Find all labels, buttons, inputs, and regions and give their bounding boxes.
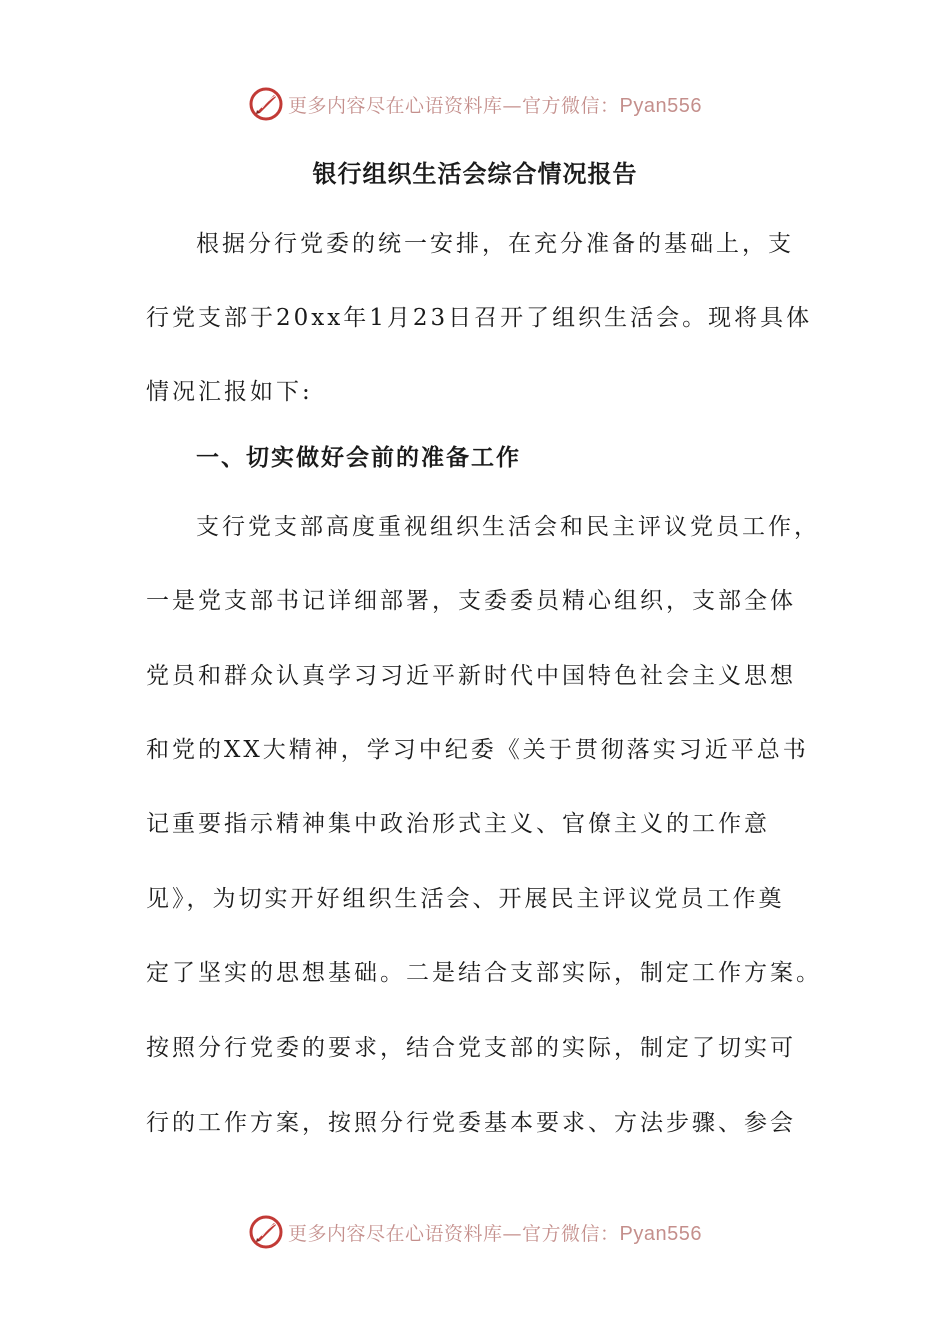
watermark-wechat-id: Pyan556 xyxy=(619,94,702,117)
watermark-banner-bottom xyxy=(0,1212,950,1252)
quill-logo-icon xyxy=(248,1214,284,1250)
watermark-wechat-id: Pyan556 xyxy=(619,1222,702,1245)
quill-logo-icon xyxy=(248,86,284,122)
paragraph-line: 见》，为切实开好组织生活会、开展民主评议党员工作奠 xyxy=(146,886,785,912)
watermark-banner-top xyxy=(0,84,950,124)
paragraph-line: 行党支部于20xx年1月23日召开了组织生活会。现将具体 xyxy=(146,305,813,331)
document-title: 银行组织生活会综合情况报告 xyxy=(312,159,638,188)
paragraph-line: 定了坚实的思想基础。二是结合支部实际，制定工作方案。 xyxy=(146,960,822,986)
watermark-text: 更多内容尽在心语资料库—官方微信：Pyan556 xyxy=(288,94,702,117)
paragraph-line: 支行党支部高度重视组织生活会和民主评议党员工作， xyxy=(196,514,820,540)
section-heading: 一、切实做好会前的准备工作 xyxy=(196,444,521,471)
watermark-text: 更多内容尽在心语资料库—官方微信：Pyan556 xyxy=(288,1222,702,1245)
paragraph-line: 党员和群众认真学习习近平新时代中国特色社会主义思想 xyxy=(146,663,796,689)
paragraph-line: 和党的XX大精神，学习中纪委《关于贯彻落实习近平总书 xyxy=(146,737,809,763)
paragraph-line: 一是党支部书记详细部署，支委委员精心组织，支部全体 xyxy=(146,588,796,614)
paragraph-line: 记重要指示精神集中政治形式主义、官僚主义的工作意 xyxy=(146,811,770,837)
paragraph-line: 情况汇报如下: xyxy=(146,379,313,405)
paragraph-line: 根据分行党委的统一安排，在充分准备的基础上，支 xyxy=(196,231,794,257)
paragraph-line: 行的工作方案，按照分行党委基本要求、方法步骤、参会 xyxy=(146,1110,796,1136)
paragraph-line: 按照分行党委的要求，结合党支部的实际，制定了切实可 xyxy=(146,1035,796,1061)
